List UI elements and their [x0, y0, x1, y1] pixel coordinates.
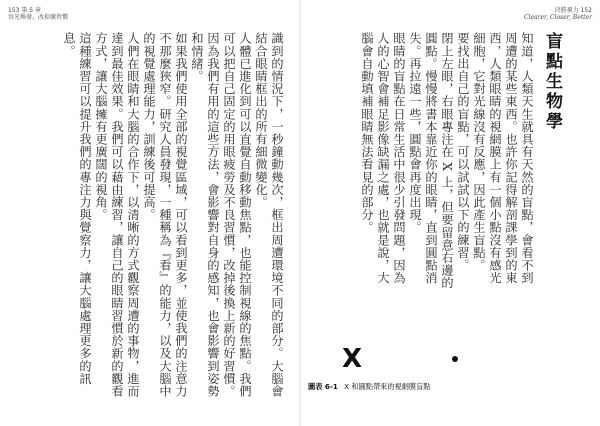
left-page-body [14, 32, 285, 398]
left-paragraph-1: 識到的情況下，一秒鐘動幾次，框出周遭環境不同的部分。大腦會結合眼睛框出的所有細微變化。 [254, 32, 284, 398]
blind-spot-figure [302, 300, 482, 410]
right-page-body [360, 32, 535, 294]
figure-dot [452, 356, 458, 362]
right-header-en: Clearer, Closer, Better [523, 14, 592, 21]
right-paragraph-4: 眼睛的盲點在日常生活中很少引發問題，因為人的心智會補足影像缺漏之處，也就是說，大腦會自動填補眼睛無法看見的部分。 [360, 32, 406, 284]
figure-caption-text: X 和圓點帶來的視網膜盲點 [344, 382, 431, 391]
left-paragraph-4: 人們在眼睛和大腦的合作下，以清晰的方式觀察周遭的事物，進而達到最佳效果。我們可以藉由練習，讓自己的眼睛習慣於新的觀看方式，讓大腦擁有更廣闊的視角。 [94, 32, 140, 398]
figure-caption [308, 382, 430, 392]
right-paragraph-2: 要找出自己的盲點，可以試試以下的練習。 [456, 32, 470, 272]
left-header-text: 153 第 5 章 容光煥發，改掉壞習慣 [8, 7, 69, 21]
left-paragraph-5: 這種練習可以提升我們的專注力與覺察力，讓大腦處理更多的訊息。 [62, 32, 92, 385]
section-title: 盲點生物學 [542, 32, 562, 132]
figure-caption-number: 圖表 6-1 [308, 382, 338, 391]
left-running-head [8, 7, 68, 21]
left-paragraph-3: 如果我們使用全部的視覺區域，可以看到更多，並使我們的注意力不那麼狹窄。研究人員發現，一種稱為『看』的能力，以及大腦中的視覺處理能力，訓練後可提高。 [142, 32, 188, 398]
left-paragraph-2: 人體已進化到可以直覺自動移動焦點，也能控制視線的焦點。我們可以把自己固定的用眼疲勞及不良習慣，改掉後換上新的好習慣。因為我們有用的這些方法，會影響對自身的感知，也會影響到姿勢和情緒。 [190, 32, 252, 398]
figure-x-mark: X [342, 344, 363, 374]
right-header-zh: 決勝視力 152 [554, 7, 592, 14]
right-paragraph-1: 知道，人類天生就具有天然的盲點，會看不到周遭的某些東西。也許你記得解剖課學到的東西，人類眼睛的視網膜上有一個小點沒有感光細胞，它對光線沒有反應，因此產生盲點。 [472, 32, 534, 284]
right-running-head [524, 7, 592, 21]
page-gutter [299, 0, 301, 426]
right-paragraph-3: 閉上左眼，右眼專注在 X 上，但要留意右邊的圓點。慢慢將書本靠近你的眼睛，直到圓點消失。再拉遠一些，圓點會再度出現。 [408, 32, 454, 290]
